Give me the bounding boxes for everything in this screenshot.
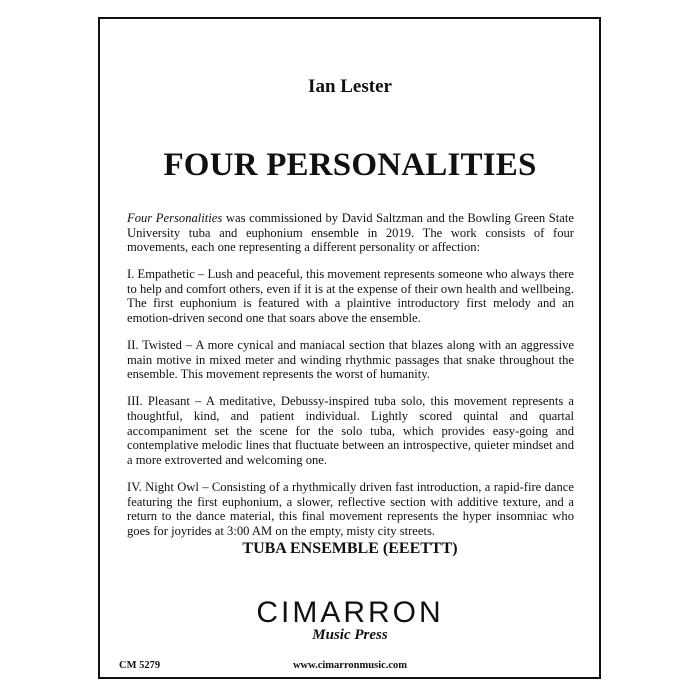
page-title: FOUR PERSONALITIES	[163, 147, 537, 183]
intro-text: was commissioned by David Saltzman and the Bowling Green State University tuba and euphonium ensemble in 2019. The work consists of four movements, each one representing a different personality or affection:	[127, 211, 574, 255]
movement-3-paragraph: III. Pleasant – A meditative, Debussy-inspired tuba solo, this movement represents a thoughtful, kind, and patient individual. Lightly scored quintal and quartal accompaniment set the scene for the solo tuba, which provides easy-going and contemplative melodic lines that fluctuate between an introspective, quieter mindset and a more extroverted and welcoming one.	[127, 394, 574, 467]
publisher-subtitle: Music Press	[312, 627, 388, 643]
publisher-logo	[0, 598, 700, 643]
composer-name: Ian Lester	[308, 76, 392, 97]
movement-2-paragraph: II. Twisted – A more cynical and maniacal section that blazes along with an aggressive main motive in mixed meter and winding rhythmic passages that snake throughout the ensemble. This movement represents the worst of humanity.	[127, 338, 574, 382]
catalog-number: CM 5279	[119, 660, 161, 671]
ensemble-label: TUBA ENSEMBLE (EEETTT)	[242, 540, 458, 557]
description-block	[127, 211, 574, 551]
intro-paragraph	[127, 211, 574, 255]
publisher-name: CIMARRON	[256, 596, 444, 629]
movement-4-paragraph: IV. Night Owl – Consisting of a rhythmically driven fast introduction, a rapid-fire dance featuring the first euphonium, a slower, reflective section with additive texture, and a return to the dance material, this final movement represents the hyper insomniac who goes for joyrides at 3:00 AM on the empty, misty city streets.	[127, 479, 574, 538]
work-title-italic: Four Personalities	[127, 211, 223, 225]
movement-1-paragraph: I. Empathetic – Lush and peaceful, this movement represents someone who always there to help and comfort others, even if it is at the expense of their own health and wellbeing. The first euphonium is featured with a plaintive introductory first melody and an emotion-driven second one that soars above the ensemble.	[127, 267, 574, 326]
publisher-website: www.cimarronmusic.com	[292, 660, 408, 671]
